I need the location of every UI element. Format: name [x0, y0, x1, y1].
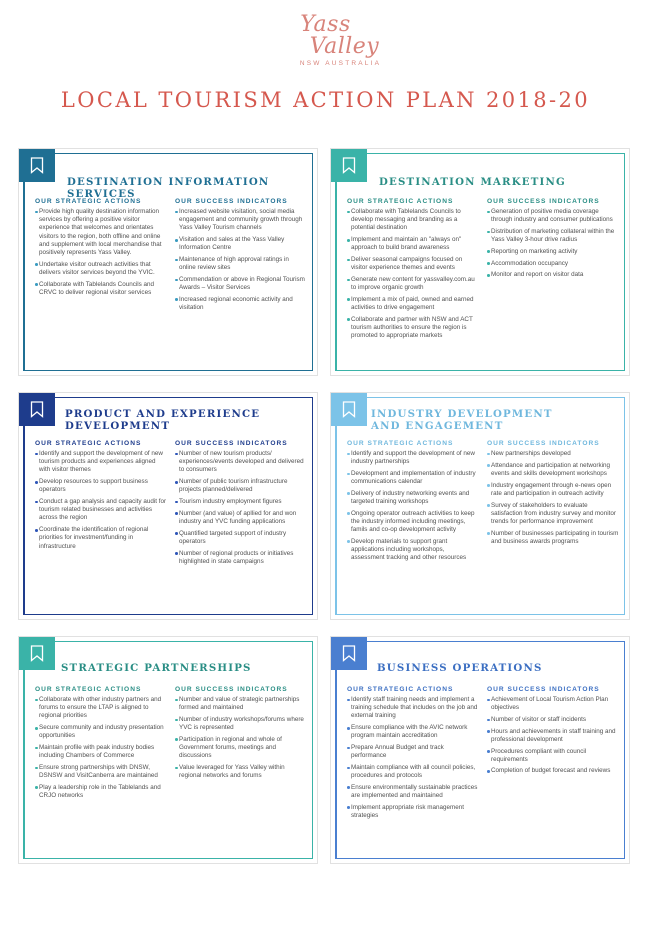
strategic-actions-column	[35, 198, 167, 316]
indicator-item: Hours and achievements in staff training and professional development	[487, 728, 619, 744]
action-item: Generate new content for yassvalley.com.au to improve organic growth	[347, 276, 479, 292]
indicator-item: Commendation or above in Regional Tourism Awards – Visitor Services	[175, 276, 307, 292]
success-indicators-heading: OUR SUCCESS INDICATORS	[487, 198, 600, 205]
action-item: Develop resources to support business operators	[35, 478, 167, 494]
indicator-item: Attendance and participation at networking events and skills development workshops	[487, 462, 619, 478]
strategic-actions-heading: OUR STRATEGIC ACTIONS	[35, 198, 142, 205]
action-item: Play a leadership role in the Tablelands and CRJO networks	[35, 784, 167, 800]
strategic-actions-heading: OUR STRATEGIC ACTIONS	[347, 440, 454, 447]
success-indicators-heading: OUR SUCCESS INDICATORS	[487, 440, 600, 447]
action-item: Collaborate with Tablelands Councils and CRVC to deliver regional visitor services	[35, 281, 167, 297]
indicator-item: Increased regional economic activity and visitation	[175, 296, 307, 312]
card-title: DESTINATION INFORMATION SERVICES	[67, 176, 270, 200]
action-item: Deliver seasonal campaigns focused on visitor experience themes and events	[347, 256, 479, 272]
card-title: PRODUCT AND EXPERIENCE DEVELOPMENT	[65, 408, 261, 432]
indicator-item: Achievement of Local Tourism Action Plan objectives	[487, 696, 619, 712]
action-item: Identify staff training needs and implement a training schedule that includes on the job and external training	[347, 696, 479, 721]
card-badge	[331, 637, 367, 670]
indicator-item: Generation of positive media coverage through industry and consumer publications	[487, 208, 619, 224]
card-strategic-partnerships	[18, 636, 318, 864]
success-indicators-column	[175, 686, 307, 804]
bookmark-icon	[342, 645, 356, 662]
action-item: Secure community and industry presentation opportunities	[35, 724, 167, 740]
strategic-actions-column	[35, 686, 167, 804]
card-title: BUSINESS OPERATIONS	[377, 662, 543, 674]
action-item: Collaborate with other industry partners and forums to ensure the LTAP is aligned to regional priorities	[35, 696, 167, 721]
bookmark-icon	[30, 157, 44, 174]
indicator-item: Completion of budget forecast and reviews	[487, 767, 619, 775]
card-destination-marketing	[330, 148, 630, 376]
bookmark-icon	[30, 401, 44, 418]
success-indicators-heading: OUR SUCCESS INDICATORS	[175, 686, 288, 693]
action-item: Provide high quality destination information services by offering a positive visitor experience that welcomes and orientates visitors to the region, both offline and online and supplement with local merchandise that positively represents Yass Valley.	[35, 208, 167, 257]
indicator-item: Survey of stakeholders to evaluate satisfaction from industry survey and monitor trends for performance improvement	[487, 502, 619, 527]
action-item: Implement appropriate risk management strategies	[347, 804, 479, 820]
card-columns	[35, 686, 307, 804]
success-indicators-column	[487, 686, 619, 824]
success-indicators-column	[175, 198, 307, 316]
card-columns	[35, 198, 307, 316]
card-title: INDUSTRY DEVELOPMENT AND ENGAGEMENT	[371, 408, 553, 432]
action-item: Collaborate with Tablelands Councils to develop messaging and branding as a potential destination	[347, 208, 479, 233]
card-badge	[19, 149, 55, 182]
indicator-item: Number of visitor or staff incidents	[487, 716, 619, 724]
bookmark-icon	[342, 157, 356, 174]
indicator-item: Monitor and report on visitor data	[487, 271, 619, 279]
logo-subtitle: NSW AUSTRALIA	[299, 60, 382, 67]
card-product-and-experience-development	[18, 392, 318, 620]
success-indicators-heading: OUR SUCCESS INDICATORS	[175, 198, 288, 205]
indicator-item: Quantified targeted support of industry operators	[175, 530, 307, 546]
indicator-item: Number of regional products or initiatives highlighted in state campaigns	[175, 550, 307, 566]
card-destination-information-services	[18, 148, 318, 376]
logo-wordmark	[0, 14, 651, 58]
card-title: STRATEGIC PARTNERSHIPS	[61, 662, 252, 674]
action-item: Maintain profile with peak industry bodies including Chambers of Commerce	[35, 744, 167, 760]
page-title: LOCAL TOURISM ACTION PLAN 2018-20	[60, 88, 591, 112]
indicator-item: Number of public tourism infrastructure projects planned/delivered	[175, 478, 307, 494]
indicator-item: Procedures compliant with council requirements	[487, 748, 619, 764]
indicator-item: Accommodation occupancy	[487, 260, 619, 268]
action-item: Undertake visitor outreach activities that delivers visitor services beyond the YVIC.	[35, 261, 167, 277]
card-columns	[347, 686, 619, 824]
indicator-item: New partnerships developed	[487, 450, 619, 458]
success-indicators-column	[487, 198, 619, 344]
card-business-operations	[330, 636, 630, 864]
strategic-actions-column	[347, 686, 479, 824]
strategic-actions-heading: OUR STRATEGIC ACTIONS	[35, 686, 142, 693]
indicator-item: Increased website visitation, social media engagement and community growth through Yass Valley Tourism channels	[175, 208, 307, 233]
logo-line1: Yass	[300, 12, 351, 37]
action-item: Coordinate the identification of regional priorities for investment/funding in infrastructure	[35, 526, 167, 551]
card-badge	[19, 393, 55, 426]
action-item: Ensure environmentally sustainable practices are implemented and maintained	[347, 784, 479, 800]
action-item: Identify and support the development of new tourism products and experiences aligned with visitor themes	[35, 450, 167, 475]
success-indicators-column	[487, 440, 619, 566]
action-item: Collaborate and partner with NSW and ACT tourism authorities to ensure the region is promoted to appropriate markets	[347, 316, 479, 341]
card-columns	[347, 440, 619, 566]
indicator-item: Participation in regional and whole of Government forums, meetings and discussions	[175, 736, 307, 761]
card-title: DESTINATION MARKETING	[379, 176, 566, 188]
action-item: Delivery of industry networking events and targeted training workshops	[347, 490, 479, 506]
card-badge	[331, 393, 367, 426]
bookmark-icon	[342, 401, 356, 418]
indicator-item: Number (and value) of apllied for and won industry and YVC funding applications	[175, 510, 307, 526]
bookmark-icon	[30, 645, 44, 662]
action-item: Implement a mix of paid, owned and earned activities to drive engagement	[347, 296, 479, 312]
indicator-item: Value leveraged for Yass Valley within regional networks and forums	[175, 764, 307, 780]
strategic-actions-heading: OUR STRATEGIC ACTIONS	[347, 198, 454, 205]
indicator-item: Number of industry workshops/forums where YVC is represented	[175, 716, 307, 732]
indicator-item: Distribution of marketing collateral within the Yass Valley 3-hour drive radius	[487, 228, 619, 244]
card-industry-development-and-engagement	[330, 392, 630, 620]
action-item: Ensure strong partnerships with DNSW, DSNSW and VisitCanberra are maintained	[35, 764, 167, 780]
card-badge	[331, 149, 367, 182]
action-item: Development and implementation of industry communications calendar	[347, 470, 479, 486]
strategic-actions-heading: OUR STRATEGIC ACTIONS	[347, 686, 454, 693]
indicator-item: Maintenance of high approval ratings in online review sites	[175, 256, 307, 272]
indicator-item: Number of businesses participating in tourism and business awards programs	[487, 530, 619, 546]
action-item: Ensure compliance with the AVIC network program maintain accreditation	[347, 724, 479, 740]
yass-valley-logo	[0, 14, 651, 67]
strategic-actions-heading: OUR STRATEGIC ACTIONS	[35, 440, 142, 447]
logo-line2: Valley	[309, 34, 380, 59]
indicator-item: Reporting on marketing activity	[487, 248, 619, 256]
indicator-item: Number and value of strategic partnerships formed and maintained	[175, 696, 307, 712]
indicator-item: Visitation and sales at the Yass Valley Information Centre	[175, 236, 307, 252]
success-indicators-column	[175, 440, 307, 569]
action-item: Ongoing operator outreach activities to keep the industry informed including meetings, famils and co-op development activity	[347, 510, 479, 535]
strategic-actions-column	[347, 440, 479, 566]
card-columns	[35, 440, 307, 569]
action-item: Identify and support the development of new industry partnerships	[347, 450, 479, 466]
action-item: Conduct a gap analysis and capacity audit for tourism related businesses and activities across the region	[35, 498, 167, 523]
indicator-item: Tourism industry employment figures	[175, 498, 307, 506]
indicator-item: Number of new tourism products/ experiences/events developed and delivered to consumers	[175, 450, 307, 475]
strategic-actions-column	[35, 440, 167, 569]
success-indicators-heading: OUR SUCCESS INDICATORS	[487, 686, 600, 693]
action-item: Implement and maintain an "always on" approach to build brand awareness	[347, 236, 479, 252]
success-indicators-heading: OUR SUCCESS INDICATORS	[175, 440, 288, 447]
action-item: Maintain compliance with all council policies, procedures and protocols	[347, 764, 479, 780]
indicator-item: Industry engagement through e-news open rate and participation in outreach activity	[487, 482, 619, 498]
action-item: Develop materials to support grant applications including workshops, assessment tracking and other resources	[347, 538, 479, 563]
action-item: Prepare Annual Budget and track performance	[347, 744, 479, 760]
card-columns	[347, 198, 619, 344]
card-badge	[19, 637, 55, 670]
strategic-actions-column	[347, 198, 479, 344]
